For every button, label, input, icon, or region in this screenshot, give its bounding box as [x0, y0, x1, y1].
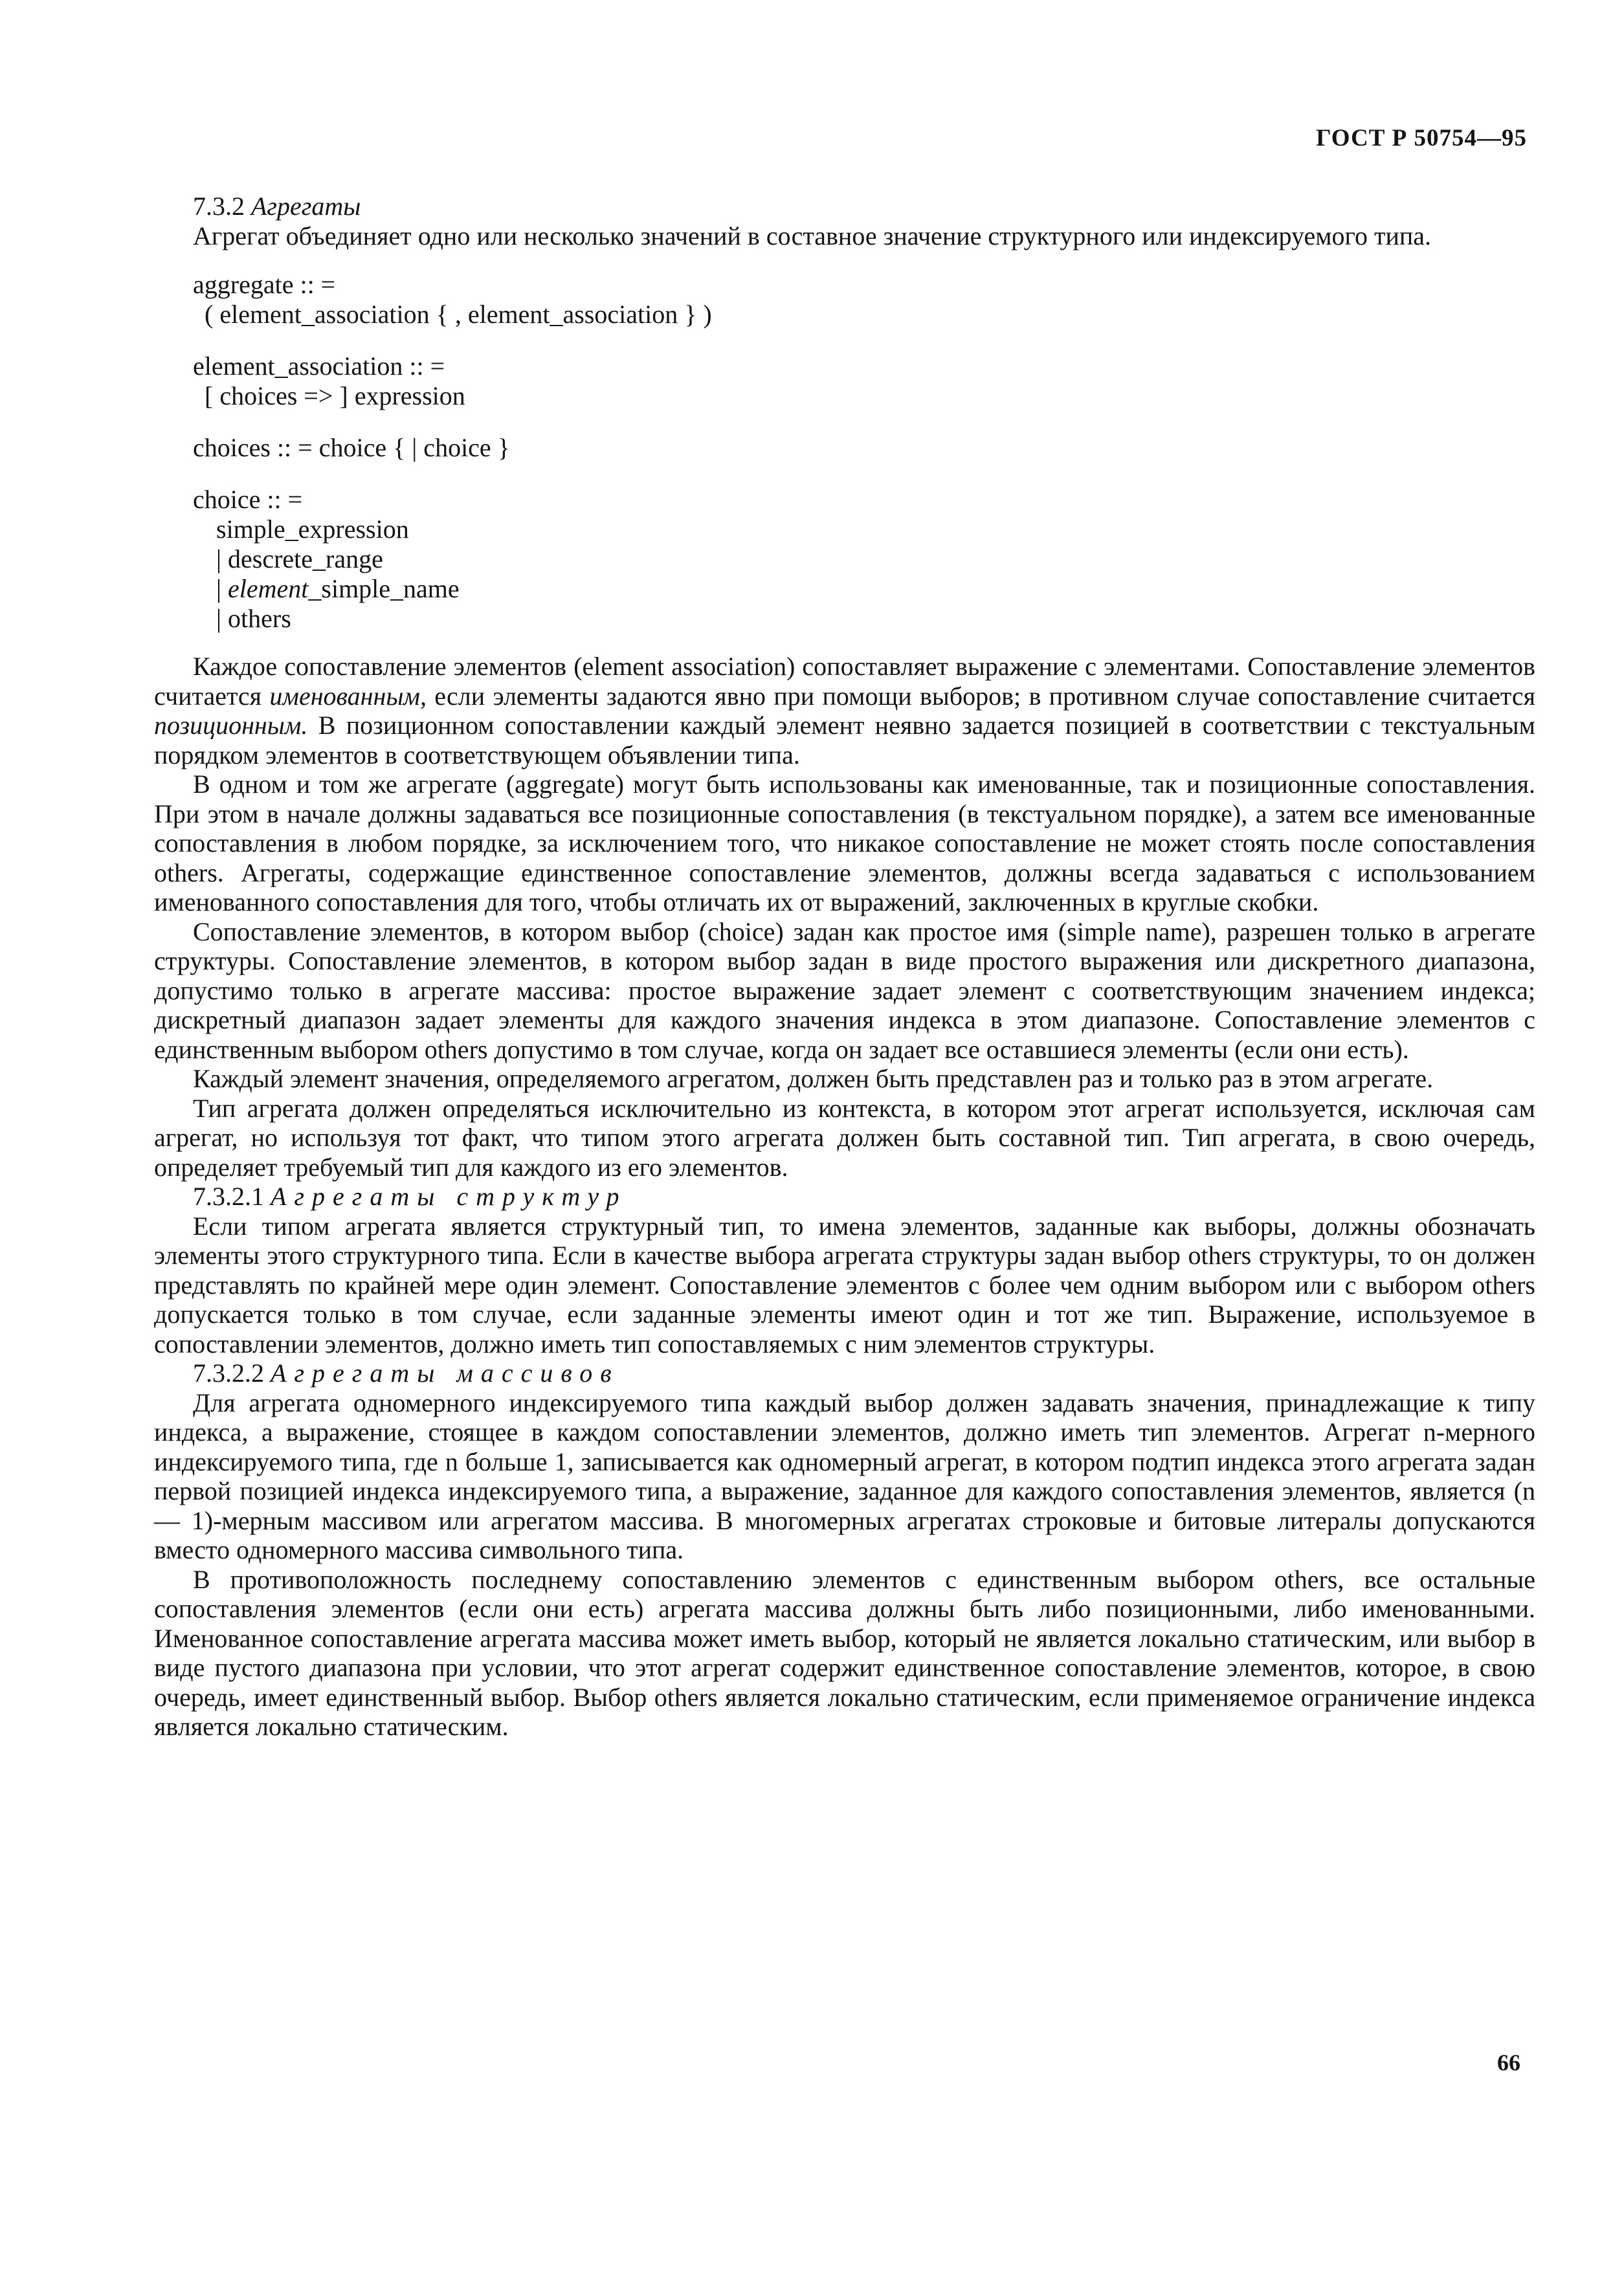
- paragraph-1: [154, 652, 1535, 770]
- grammar-suffix: _simple_name: [308, 574, 460, 603]
- section-number: 7.3.2.2: [193, 1358, 264, 1388]
- grammar-line: [193, 574, 1535, 604]
- grammar-rule-choices: [193, 433, 1535, 463]
- paragraph-record-aggregates: Если типом агрегата является структурный тип, то имена элементов, заданные как выборы, должны обозначать элементы этого структурного типа. Если в качестве выбора агрегата структуры задан выбор others структуры, то он должен представлять по крайней мере один элемент. Сопоставление элементов с более чем одним выбором или с выбором others допускается только в том случае, если заданные элементы имеют один и тот же тип. Выражение, используемое в сопоставлении элементов, должно иметь тип сопоставляемых с ним элементов структуры.: [154, 1211, 1535, 1358]
- section-number: 7.3.2: [193, 192, 245, 221]
- text-run: если элементы задаются явно при помощи выборов; в противном случае сопоставление считается: [426, 681, 1535, 711]
- section-title: Агрегаты структур: [271, 1182, 627, 1211]
- grammar-line: choices :: = choice { | choice }: [193, 433, 510, 462]
- text-run: Каждое сопоставление элементов (element association) сопоставляет выражение с элементами. Сопоставление элементов считается: [154, 652, 1535, 711]
- section-intro: Агрегат объединяет одно или несколько значений в составное значение структурного или индексируемого типа.: [193, 221, 1432, 250]
- grammar-line: | descrete_range: [216, 544, 383, 573]
- paragraph-4: Каждый элемент значения, определяемого агрегатом, должен быть представлен раз и только раз в этом агрегате.: [193, 1064, 1434, 1093]
- italic-term-positional: позиционным.: [154, 711, 308, 740]
- page-number: 66: [1497, 2050, 1520, 2076]
- grammar-line: aggregate :: =: [193, 270, 336, 299]
- paragraph-5: Тип агрегата должен определяться исключительно из контекста, в котором этот агрегат используется, исключая сам агрегат, но используя тот факт, что типом этого агрегата должен быть составной тип. Тип агрегата, в свою очередь, определяет требуемый тип для каждого из его элементов.: [154, 1093, 1535, 1182]
- text-run: В позиционном сопоставлении каждый элемент неявно задается позицией в соответствии с текстуальным порядком элементов в соответствующем объявлении типа.: [154, 711, 1535, 770]
- paragraph-2: В одном и том же агрегате (aggregate) могут быть использованы как именованные, так и позиционные сопоставления. При этом в начале должны задаваться все позиционные сопоставления (в текстуальном порядке), а затем все именованные сопоставления в любом порядке, за исключением того, что никакое сопоставление не может стоять после сопоставления others. Агрегаты, содержащие единственное сопоставление элементов, должны всегда задаваться с использованием именованного сопоставления для того, чтобы отличать их от выражений, заключенных в круглые скобки.: [154, 770, 1535, 916]
- section-title: Агрегаты массивов: [271, 1358, 619, 1388]
- grammar-bar: |: [216, 574, 228, 603]
- grammar-rule-element-association: [193, 351, 1535, 411]
- grammar-line: element_association :: =: [193, 351, 445, 381]
- grammar-rule-choice: [193, 485, 1535, 634]
- grammar-line: ( element_association { , element_association } ): [205, 300, 712, 329]
- italic-term-named: именованным,: [269, 681, 427, 711]
- grammar-line: [ choices => ] expression: [205, 381, 465, 410]
- section-title: Агрегаты: [251, 192, 361, 221]
- grammar-rule-aggregate: [193, 270, 1535, 329]
- grammar-line: simple_expression: [216, 515, 409, 544]
- paragraph-3: Сопоставление элементов, в котором выбор (choice) задан как простое имя (simple name), разрешен только в агрегате структуры. Сопоставление элементов, в котором выбор задан в виде простого выражения или дискретного диапазона, допустимо только в агрегате массива: простое выражение задает элемент с соответствующим значением индекса; дискретный диапазон задает элементы для каждого значения индекса в этом диапазоне. Сопоставление элементов с единственным выбором others допустимо в том случае, когда он задает все оставшиеся элементы (если они есть).: [154, 916, 1535, 1064]
- section-heading-7-3-2: [193, 192, 1535, 221]
- section-heading-7-3-2-2: [193, 1358, 1535, 1388]
- section-number: 7.3.2.1: [193, 1182, 264, 1211]
- paragraph-array-aggregates-2: В противоположность последнему сопоставлению элементов с единственным выбором others, все остальные сопоставления элементов (если они есть) агрегата массива должны быть либо позиционными, либо именованными. Именованное сопоставление агрегата массива может иметь выбор, который не является локально статическим, или выбор в виде пустого диапазона при условии, что этот агрегат содержит единственное сопоставление элементов, которое, в свою очередь, имеет единственный выбор. Выбор others является локально статическим, если применяемое ограничение индекса является локально статическим.: [154, 1564, 1535, 1741]
- section-heading-7-3-2-1: [193, 1182, 1535, 1212]
- running-header: ГОСТ Р 50754—95: [1316, 125, 1527, 151]
- grammar-line: choice :: =: [193, 485, 303, 514]
- grammar-line: | others: [216, 604, 291, 633]
- page-body: [154, 192, 1535, 1742]
- syntax-grammar: [193, 270, 1535, 634]
- grammar-italic-prefix: element: [228, 574, 309, 603]
- paragraph-array-aggregates-1: Для агрегата одномерного индексируемого типа каждый выбор должен задавать значения, принадлежащие к типу индекса, а выражение, стоящее в каждом сопоставлении элементов, должно иметь тип элементов. Агрегат n-мерного индексируемого типа, где n больше 1, записывается как одномерный агрегат, в котором подтип индекса этого агрегата задан первой позицией индекса индексируемого типа, а выражение, заданное для каждого сопоставления элементов, является (n — 1)-мерным массивом или агрегатом массива. В многомерных агрегатах строковые и битовые литералы допускаются вместо одномерного массива символьного типа.: [154, 1388, 1535, 1564]
